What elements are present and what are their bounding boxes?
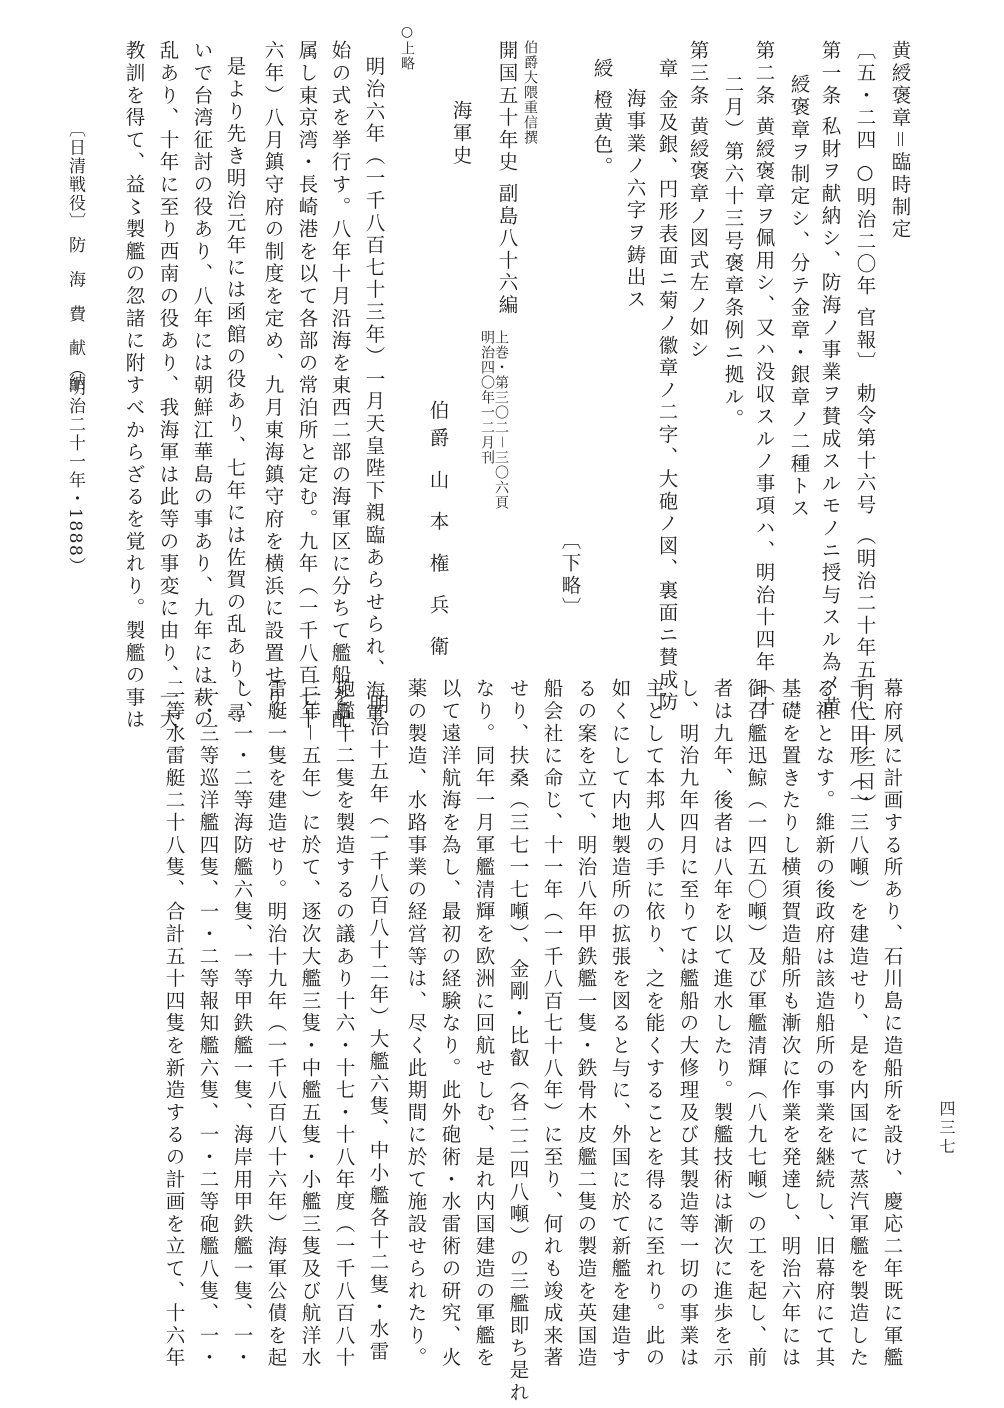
text-line: る祖となす。維新の後政府は該造船所の事業を継続し、旧幕府にて其 [812,678,836,1370]
text-line: 者は九年、後者は八年を以て進水したり。製艦技術は漸次に進歩を示 [710,678,734,1370]
text-line: 主として本邦人の手に依り、之を能くすることを得るに至れり。此の [642,678,666,1370]
text-line: 以て遠洋航海を為し、最初の経験なり。此外砲術・水雷術の研究、火 [438,678,462,1370]
text-line: なり。同年一月軍艦清輝を欧洲に回航せしむ、是れ内国建造の軍艦を [472,678,496,1370]
text-line: 二等水雷艇二十八隻、合計五十四隻を新造するの計画を立て、十六年 [162,678,186,1370]
text-line: 基礎を置きたりし横須賀造船所も漸次に作業を発達し、明治六年には [778,678,802,1370]
running-header-year: （明治二十一年・1888） [65,360,85,576]
text-line: 第一条 私財ヲ献納シ、防海ノ事業ヲ賛成スルモノニ授与スル為メ黄 [818,40,842,718]
text-line: 六年）八月鎮守府の制度を定め、九月東海鎮守府を横浜に設置せり。 [261,40,285,732]
source-volume-info: 上巻・第三〇二－三〇六頁 明治四〇年一二月刊 [479,330,509,510]
decree-citation: 〔五・二四 ○明治二〇年 官報〕 勅令第十六号 （明治二十年五月二十三日） [853,40,877,816]
text-line: し、明治九年四月に至りては艦船の大修理及び其製造等一切の事業は [676,678,700,1370]
text-line: 雷艇一隻を建造せり。明治十九年（一千八百八十六年）海軍公債を起 [264,678,288,1370]
text-line: 砲艦十二隻を製造するの議あり十六・十七・十八年度（一千八百八十 [332,678,356,1370]
text-line: 綬褒章ヲ制定シ、分テ金章・銀章ノ二種トス [787,74,811,520]
text-line: 幕府夙に計画する所あり、石川島に造船所を設け、慶応二年既に軍艦 [880,678,904,1370]
text-line: 三年－五年）に於て、逐次大艦三隻・中艦五隻・小艦三隻及び航洋水 [298,678,322,1370]
text-line: 是より先き明治元年には函館の役あり、七年には佐賀の乱あり、尋 [223,56,247,725]
omission-note-top: ○上略 [399,24,415,71]
text-line: し、一・二等海防艦六隻、一等甲鉄艦一隻、海岸用甲鉄艦一隻、一・ [230,678,254,1370]
text-line: 御召艦迅鯨（一四五〇噸）及び軍艦清輝（八九七噸）の工を起し、前 [744,678,768,1370]
text-line: 二月）第六十三号褒章条例ニ拠ル。 [721,74,745,431]
source-editor: 伯爵大隈重信撰 [522,40,538,145]
text-line: 章 金及銀、円形表面ニ菊ノ徽章ノ二字、大砲ノ図、裏面ニ賛成防 [655,58,679,714]
running-header-title: 防 海 費 献 納 [65,236,85,397]
text-line: 属し東京湾・長崎港を以て各部の常泊所と定む。九年（一千八百七十 [295,40,319,732]
text-line: いで台湾征討の役あり、八年には朝鮮江華島の事あり、九年には萩の [190,40,214,732]
text-line: 薬の製造、水路事業の経営等は、尽く此期間に於て施設せられたり。 [404,678,428,1370]
heading-yellow-ribbon-medal: 黄綬褒章＝臨時制定 [888,40,912,241]
text-line: 二・三等巡洋艦四隻、一・二等報知艦六隻、一・二等砲艦八隻、一・ [196,678,220,1370]
source-title: 開国五十年史 副島八十六編 [495,40,519,317]
page-number: 四三七 [937,1100,956,1157]
text-line: 綬 橙黄色。 [590,58,614,179]
text-line: 乱あり、十年に至り西南の役あり、我海軍は此等の事変に由り、一大 [156,40,180,732]
text-line: 第二条 黄綬褒章ヲ佩用シ、又ハ没収スルノ事項ハ、明治十四年（十 [752,40,776,718]
omission-note: 〔下略〕 [558,530,582,620]
author-name: 伯爵 山 本 権 兵 衛 [426,400,450,664]
section-title-naval-history: 海軍史 [449,100,473,167]
text-line: せり、扶桑（三七一七噸）、金剛・比叡（各二二四八噸）の三艦即ち是れ [506,678,530,1405]
text-line: 如くにして内地製造所の拡張を図ると与に、外国に於て新艦を建造す [608,678,632,1370]
text-line: 船会社に命じ、十一年（一千八百七十八年）に至り、何れも竣成来著 [540,678,564,1370]
text-line: 海事業ノ六字ヲ鋳出ス [623,88,647,311]
running-header-section: 〔日清戦役〕 [65,120,85,231]
text-line: 第三条 黄綬褒章ノ図式左ノ如シ [686,40,710,362]
text-line: 明治六年（一千八百七十三年）一月天皇陛下親臨あらせられ、海軍 [362,56,386,725]
text-line: 千代田形（一三八噸）を建造せり、是を内国にて蒸汽軍艦を製造した [846,678,870,1370]
text-line: 明治十五年（一千八百八十二年）大艦六隻、中小艦各十二隻・水雷 [366,694,390,1363]
text-line: 教訓を得て、益〻製艦の忽諸に附すべからざるを覚れり。製艦の事は [122,40,146,732]
text-line: るの案を立て、明治八年甲鉄艦一隻・鉄骨木皮艦二隻の製造を英国造 [574,678,598,1370]
text-line: 始の式を挙行す。八年十月沿海を東西二部の海軍区に分ちて艦船を配 [328,40,352,732]
